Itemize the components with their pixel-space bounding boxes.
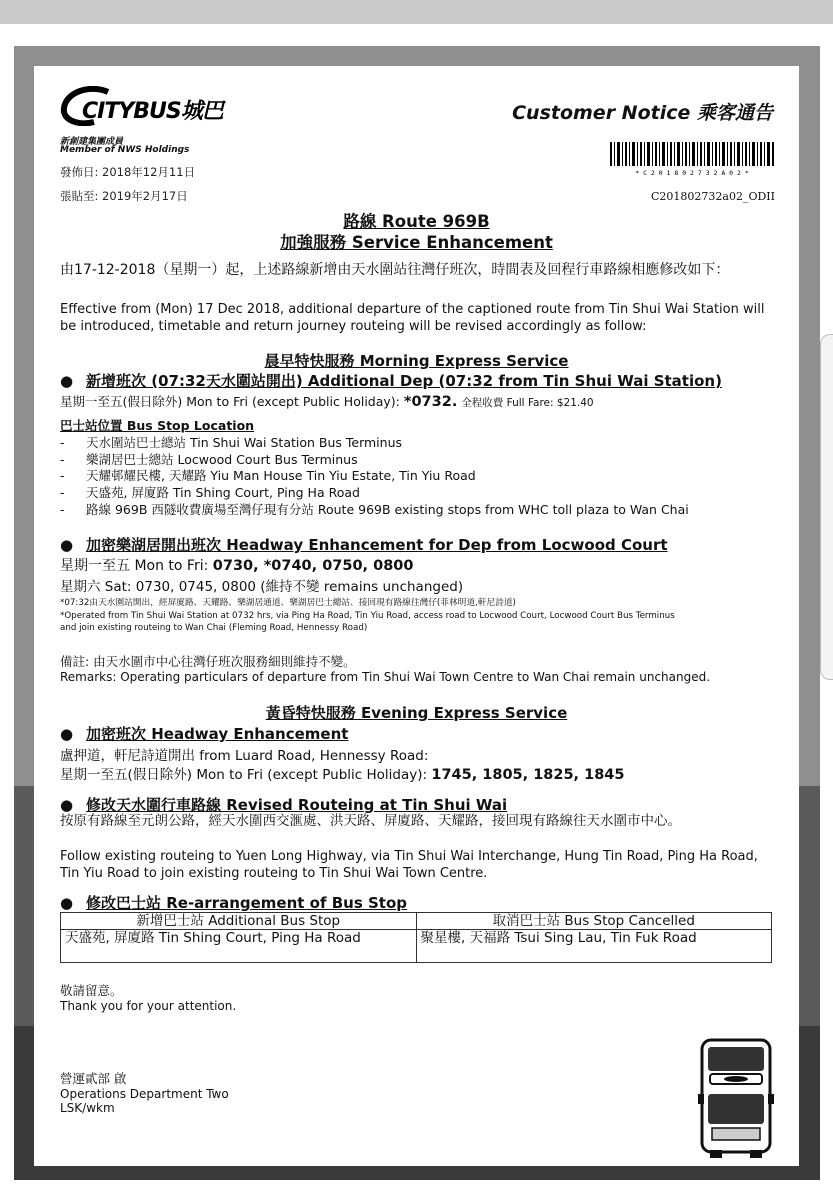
route-heading: 路線 Route 969B: [343, 212, 490, 231]
signature-code: LSK/wkm: [60, 1101, 115, 1115]
morning-bullet-additional: ● 新增班次 (07:32天水圍站開出) Additional Dep (07:32 from Tin Shui Wai Station): [60, 372, 722, 390]
top-bar: [0, 0, 833, 24]
morning-time: *0732.: [403, 394, 458, 410]
table-header-added: 新增巴士站 Additional Bus Stop: [61, 913, 417, 930]
notice-title: Customer Notice 乘客通告: [512, 102, 773, 124]
reference-code: C201802732a02_ODII: [651, 190, 775, 203]
bus-stop-item: - 路線 969B 西隧收費廣場至灣仔現有分站 Route 969B existing stops from WHC toll plaza to Wan Chai: [60, 502, 689, 517]
bus-stop-item: - 天耀邨耀民樓, 天耀路 Yiu Man House Tin Yiu Estate, Tin Yiu Road: [60, 468, 476, 483]
table-header-cancelled: 取消巴士站 Bus Stop Cancelled: [416, 913, 772, 930]
side-handle[interactable]: [820, 334, 833, 680]
note-en-1: *Operated from Tin Shui Wai Station at 0732 hrs, via Ping Ha Road, Tin Yiu Road, access road to Locwood Court, Locwood Court Bus Terminus: [60, 611, 675, 621]
evening-bullet-routeing: ● 修改天水圍行車路線 Revised Routeing at Tin Shui Wai: [60, 796, 508, 814]
issue-date: 發佈日: 2018年12月11日: [60, 165, 196, 179]
mon-fri-line: 星期一至五 Mon to Fri: 0730, *0740, 0750, 0800: [60, 558, 414, 574]
table-cell-added: 天盛苑, 屏廈路 Tin Shing Court, Ping Ha Road: [61, 930, 417, 963]
double-decker-bus-icon: [696, 1036, 776, 1160]
barcode-text: * C 2 0 1 8 0 2 7 3 2 A 0 2 *: [635, 169, 749, 176]
bus-stop-item: - 天水圍站巴士總站 Tin Shui Wai Station Bus Terminus: [60, 435, 403, 450]
table-cell-cancelled: 聚星樓, 天福路 Tsui Sing Lau, Tin Fuk Road: [416, 930, 772, 963]
routeing-zh: 按原有路線至元朗公路，經天水圍西交滙處、洪天路、屏廈路、天耀路，接回現有路線往天水圍市中心。: [60, 813, 681, 829]
bus-stop-table: [60, 912, 772, 963]
notice-paper: CITYBUS城巴 新創建集團成員 Member of NWS Holdings 發佈日: 2018年12月11日 張貼至: 2019年2月17日 Customer Notice 乘客通告 * C 2 0 1 8 0 2 7 3 2 A 0 2 * C201802732a02_ODII 路線 Route 969B 加強服務 Service Enhancement 由17-12-2018（星期一）起，上述路線新增由天水圍站往灣仔班次，時間表及回程行車路線相應修改如下： Effective from (Mon) 17 Dec 2018, additional departure of the captioned route from Tin Shui Wai Station will be introduced, timetable and return journey routeing will be revised accordingly as follow: 晨早特快服務 Morning Express Service ● 新增班次 (07:32天水圍站開出) Additional Dep (07:32 from Tin Shui Wai Station) 星期一至五(假日除外) Mon to Fri (except Public Holiday): *0732. 全程收費 Full Fare: $21.40 巴士站位置 Bus Stop Location - 天水圍站巴士總站 Tin Shui Wai Station Bus Terminus - 樂湖居巴士總站 Locwood Court Bus Terminus - 天耀邨耀民樓, 天耀路 Yiu Man House Tin Yiu Estate, Tin Yiu Road - 天盛苑, 屏廈路 Tin Shing Court, Ping Ha Road - 路線 969B 西隧收費廣場至灣仔現有分站 Route 969B existing stops from WHC toll plaza to Wan Chai ● 加密樂湖居開出班次 Headway Enhancement for Dep from Locwood Court 星期一至五 Mon to Fri: 0730, *0740, 0750, 0800 星期六 Sat: 0730, 0745, 0800 (維持不變 remains unchanged) *07:32由天水圍站開出，經屏廈路、天耀路、樂湖居通道、樂湖居巴士總站、接回現有路線往灣仔(菲林明道,軒尼詩道) *Operated from Tin Shui Wai Station at 0732 hrs, via Ping Ha Road, Tin Yiu Road, access road to Locwood Court, Locwood Court Bus Terminus and join existing routeing to Wan Chai (Fleming Road, Hennessy Road) 備註: 由天水圍市中心往灣仔班次服務細則維持不變。 Remarks: Operating particulars of departure from Tin Shui Wai Town Centre to Wan Chai remain unchanged. 黃昏特快服務 Evening Express Service ● 加密班次 Headway Enhancement 盧押道，軒尼詩道開出 from Luard Road, Hennessy Road: 星期一至五(假日除外) Mon to Fri (except Public Holiday): 1745, 1805, 1825, 1845 ● 修改天水圍行車路線 Revised Routeing at Tin Shui Wai 按原有路線至元朗公路，經天水圍西交滙處、洪天路、屏廈路、天耀路，接回現有路線往天水圍市中心。 Follow existing routeing to Yuen Long Highway, via Tin Shui Wai Interchange, Hung Tin Road, Ping Ha Road, Tin Yiu Road to join existing routeing to Tin Shui Wai Town Centre. ● 修改巴士站 Re-arrangement of Bus Stop 新增巴士站 Additional Bus Stop 取消巴士站 Bus Stop Cancelled 天盛苑, 屏廈路 Tin Shing Court, Ping Ha Road 聚星樓, 天福路 Tsui Sing Lau, Tin Fuk Road 敬請留意。 Thank you for your attention. 營運貳部 啟 Operations Department Two LSK/wkm: [34, 66, 799, 1166]
evening-times: 1745, 1805, 1825, 1845: [431, 767, 625, 783]
remark-zh: 備註: 由天水圍市中心往灣仔班次服務細則維持不變。: [60, 654, 356, 669]
post-until-date: 張貼至: 2019年2月17日: [60, 189, 188, 203]
note-zh: *07:32由天水圍站開出，經屏廈路、天耀路、樂湖居通道、樂湖居巴士總站、接回現有路線往灣仔(菲林明道,軒尼詩道): [60, 598, 516, 608]
morning-bullet-headway: ● 加密樂湖居開出班次 Headway Enhancement for Dep from Locwood Court: [60, 536, 668, 554]
evening-days-line: 星期一至五(假日除外) Mon to Fri (except Public Holiday): 1745, 1805, 1825, 1845: [60, 767, 625, 783]
signature-zh: 營運貳部 啟: [60, 1071, 127, 1086]
note-en-2: and join existing routeing to Wan Chai (Fleming Road, Hennessy Road): [60, 623, 368, 633]
evening-from-line: 盧押道，軒尼詩道開出 from Luard Road, Hennessy Road:: [60, 748, 429, 764]
member-zh: 新創建集團成員: [60, 137, 124, 147]
bus-stop-item: - 天盛苑, 屏廈路 Tin Shing Court, Ping Ha Road: [60, 485, 360, 500]
intro-zh: 由17-12-2018（星期一）起，上述路線新增由天水圍站往灣仔班次，時間表及回程行車路線相應修改如下：: [60, 262, 730, 278]
intro-en: Effective from (Mon) 17 Dec 2018, additional departure of the captioned route from Tin Shui Wai Station will be introduced, timetable and return journey routeing will be revised accordingly as follow:: [60, 302, 765, 334]
service-heading: 加強服務 Service Enhancement: [280, 233, 553, 252]
bus-stop-item: - 樂湖居巴士總站 Locwood Court Bus Terminus: [60, 452, 358, 467]
mon-fri-times: 0730, *0740, 0750, 0800: [212, 558, 414, 574]
closing-en: Thank you for your attention.: [60, 999, 237, 1013]
evening-heading: 黃昏特快服務 Evening Express Service: [265, 704, 568, 722]
morning-days-line: 星期一至五(假日除外) Mon to Fri (except Public Holiday): *0732. 全程收費 Full Fare: $21.40: [60, 394, 594, 410]
evening-bullet-headway: ● 加密班次 Headway Enhancement: [60, 725, 349, 743]
bus-stop-heading: 巴士站位置 Bus Stop Location: [60, 418, 255, 433]
closing-zh: 敬請留意。: [60, 983, 123, 998]
barcode: [610, 142, 774, 176]
routeing-en: Follow existing routeing to Yuen Long Highway, via Tin Shui Wai Interchange, Hung Tin Road, Ping Ha Road, Tin Yiu Road to join existing routeing to Tin Shui Wai Town Centre.: [60, 849, 758, 881]
member-en: Member of NWS Holdings: [60, 145, 190, 155]
remark-en: Remarks: Operating particulars of departure from Tin Shui Wai Town Centre to Wan Chai remain unchanged.: [60, 670, 711, 684]
evening-bullet-busstop: ● 修改巴士站 Re-arrangement of Bus Stop: [60, 894, 408, 912]
saturday-line: 星期六 Sat: 0730, 0745, 0800 (維持不變 remains unchanged): [60, 579, 464, 595]
full-fare: 全程收費 Full Fare: $21.40: [461, 397, 594, 409]
morning-heading: 晨早特快服務 Morning Express Service: [264, 352, 569, 370]
signature-en: Operations Department Two: [60, 1087, 229, 1101]
